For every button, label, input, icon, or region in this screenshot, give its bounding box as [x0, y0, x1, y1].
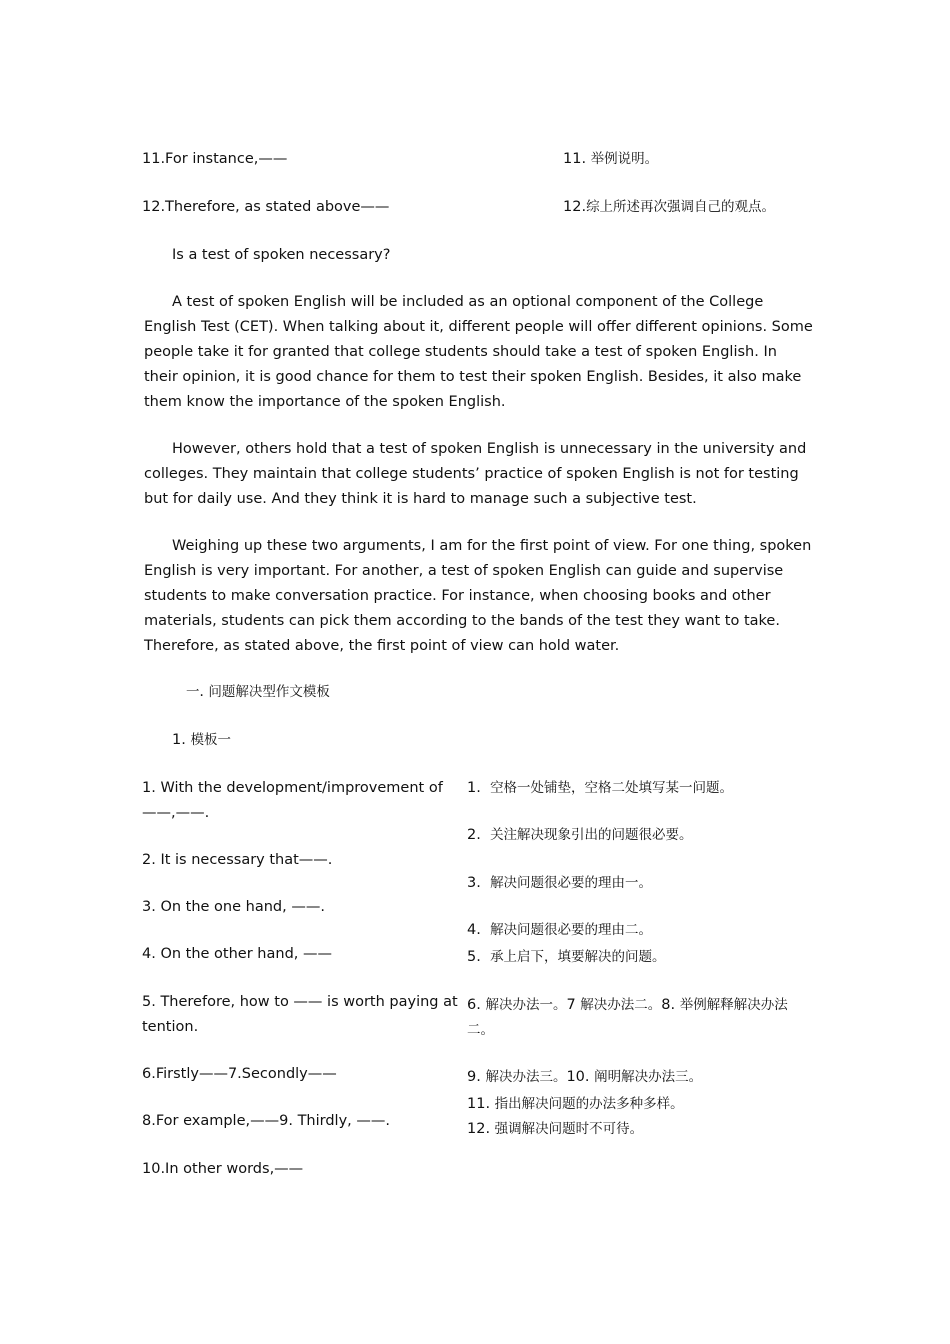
right-template-item-1-text: 空格一处铺垫，空格二处填写某一问题。: [490, 780, 734, 796]
right-template-item-2-number: 2.: [467, 827, 481, 843]
right-item-8-number: 8.: [661, 997, 676, 1013]
right-item-8-text: 举例解释解决办法二。: [467, 997, 788, 1038]
left-template-item-6-7: 6.Firstly——7.Secondly——: [142, 1066, 337, 1082]
right-template-item-4-number: 4.: [467, 922, 481, 938]
left-item-12: 12.Therefore, as stated above——: [142, 199, 390, 215]
right-template-item-5-number: 5.: [467, 949, 481, 965]
right-template-item-1: [467, 776, 733, 801]
right-template-item-2-text: 关注解决现象引出的问题很必要。: [490, 827, 693, 843]
right-item-7-number: 7: [566, 997, 576, 1013]
right-template-item-3-text: 解决问题很必要的理由一。: [490, 875, 653, 891]
right-template-item-11: [467, 1092, 684, 1117]
section-heading-mark: 一.: [186, 684, 204, 700]
essay-paragraph-3: Weighing up these two arguments, I am for the first point of view. For one thing, spoken English is very important. For another, a test of spoken English can guide and supervise students to make conversation practice. For instance, when choosing books and other materials, students can pick them according to the bands of the test they want to take. Therefore, as stated above, the first point of view can hold water.: [144, 538, 812, 654]
right-template-item-3: [467, 871, 652, 896]
right-template-item-5-text: 承上启下，填要解决的问题。: [490, 949, 666, 965]
essay-paragraph-2: However, others hold that a test of spoken English is unnecessary in the university and colleges. They maintain that college students’ practice of spoken English is not for testing but for daily use. And they think it is hard to manage such a subjective test.: [144, 441, 807, 507]
right-template-item-12-number: 12.: [467, 1121, 491, 1137]
right-template-item-1-number: 1.: [467, 780, 481, 796]
left-item-11: 11.For instance,——: [142, 151, 288, 167]
right-item-11-text: 举例说明。: [590, 151, 659, 167]
template-title-text: 模板一: [190, 732, 231, 748]
right-template-item-3-number: 3.: [467, 875, 481, 891]
essay-paragraph-1: A test of spoken English will be included as an optional component of the College English Test (CET). When talking about it, different people will offer different opinions. Some people take it for granted that college students should take a test of spoken English. In their opinion, it is good chance for them to test their spoken English. Besides, it also make them know the importance of the spoken English.: [144, 294, 813, 410]
left-template-item-3: 3. On the one hand, ——.: [142, 899, 325, 915]
right-template-item-12-text: 强调解决问题时不可待。: [494, 1121, 644, 1137]
left-template-item-10: 10.In other words,——: [142, 1161, 304, 1177]
right-template-item-2: [467, 823, 693, 848]
right-item-9-number: 9.: [467, 1069, 481, 1085]
essay-title: Is a test of spoken necessary?: [172, 247, 391, 263]
right-item-7-text: 解决办法二。: [580, 997, 662, 1013]
right-item-10-number: 10.: [566, 1069, 590, 1085]
left-template-item-2: 2. It is necessary that——.: [142, 852, 333, 868]
right-template-item-4: [467, 918, 652, 943]
right-item-9-text: 解决办法三。: [485, 1069, 567, 1085]
right-template-item-5: [467, 945, 666, 970]
right-item-12: [563, 195, 775, 220]
right-item-11: [563, 147, 658, 172]
left-template-item-8-9: 8.For example,——9. Thirdly, ——.: [142, 1113, 390, 1129]
template-title-number: 1.: [172, 732, 186, 748]
left-template-item-1: 1. With the development/improvement of ——,——.: [142, 780, 443, 821]
right-template-item-9-10: [467, 1065, 702, 1090]
right-template-item-4-text: 解决问题很必要的理由二。: [490, 922, 653, 938]
left-template-item-4: 4. On the other hand, ——: [142, 946, 332, 962]
right-item-6-number: 6.: [467, 997, 481, 1013]
right-item-11-number: 11.: [563, 151, 587, 167]
right-item-12-text: 综上所述再次强调自己的观点。: [586, 199, 776, 215]
right-template-item-12: [467, 1117, 643, 1142]
right-template-item-11-number: 11.: [467, 1096, 491, 1112]
section-heading-text: 问题解决型作文模板: [208, 684, 330, 700]
template-title: [172, 728, 231, 753]
left-template-item-5: 5. Therefore, how to —— is worth paying attention.: [142, 994, 458, 1035]
section-heading: [186, 680, 330, 705]
right-item-6-text: 解决办法一。: [485, 997, 567, 1013]
right-item-12-number: 12.: [563, 199, 587, 215]
right-item-10-text: 阐明解决办法三。: [594, 1069, 703, 1085]
right-template-item-6-7-8: [467, 993, 812, 1043]
right-template-item-11-text: 指出解决问题的办法多种多样。: [494, 1096, 684, 1112]
